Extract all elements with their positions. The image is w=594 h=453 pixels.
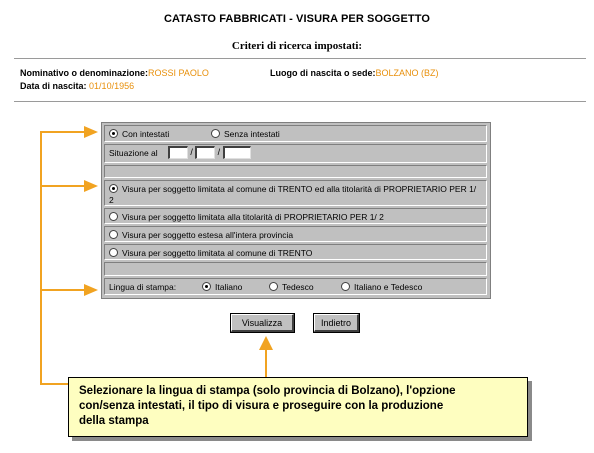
visura-option-1-row[interactable]: Visura per soggetto limitata al comune di TRENTO ed alla titolarità di PROPRIETARIO PER 1/ 2 [104,180,487,206]
date-value: 01/10/1956 [89,81,135,91]
option-con-intestati[interactable]: Con intestati [109,129,169,139]
divider-top [14,58,586,59]
annotation-vertical-line [40,132,42,384]
visura-option-2-row[interactable]: Visura per soggetto limitata alla titolarità di PROPRIETARIO PER 1/ 2 [104,208,487,224]
place-criterion [270,68,439,78]
visualizza-button[interactable]: Visualizza [231,314,294,332]
annotation-line-2 [40,185,86,187]
radio-visura-4[interactable] [109,248,118,257]
radio-visura-1[interactable] [109,184,118,193]
radio-lingua-italiano[interactable] [202,282,211,291]
annotation-line-up [265,348,267,378]
lingua-row [104,278,487,295]
name-criterion [20,68,209,78]
radio-lingua-italiano-tedesco[interactable] [341,282,350,291]
intestati-row [104,125,487,142]
place-label: Luogo di nascita o sede: [270,68,376,78]
radio-visura-2[interactable] [109,212,118,221]
date-criterion [20,81,134,91]
arrow-right-icon [84,126,98,138]
option-lingua-italiano-tedesco[interactable]: Italiano e Tedesco [341,282,422,292]
radio-lingua-tedesco[interactable] [269,282,278,291]
situazione-label: Situazione al [109,148,158,158]
annotation-line-to-note [40,383,69,385]
annotation-line-3 [40,289,86,291]
option-lingua-italiano[interactable]: Italiano [202,282,242,292]
indietro-button[interactable]: Indietro [314,314,359,332]
callout-line-3: della stampa [79,415,149,427]
place-value: BOLZANO (BZ) [375,68,439,78]
criteria-heading: Criteri di ricerca impostati: [231,40,363,52]
radio-con-intestati[interactable] [109,129,118,138]
situazione-month-input[interactable] [195,146,215,159]
arrow-right-icon [84,284,98,296]
callout-line-1: Selezionare la lingua di stampa (solo provincia di Bolzano), l'opzione [79,385,456,397]
name-value: ROSSI PAOLO [148,68,209,78]
option-senza-intestati[interactable]: Senza intestati [211,129,280,139]
radio-visura-3[interactable] [109,230,118,239]
situazione-day-input[interactable] [168,146,188,159]
spacer-row [104,165,487,178]
page-title: CATASTO FABBRICATI - VISURA PER SOGGETTO [164,13,430,25]
situazione-year-input[interactable] [223,146,251,159]
divider-bottom [14,101,586,102]
radio-senza-intestati[interactable] [211,129,220,138]
name-label: Nominativo o denominazione: [20,68,149,78]
date-label: Data di nascita: [20,81,87,91]
lingua-label: Lingua di stampa: [109,282,177,292]
arrow-right-icon [84,180,98,192]
annotation-line-1 [40,131,86,133]
instruction-callout [68,377,528,437]
visura-option-4-row[interactable]: Visura per soggetto limitata al comune di TRENTO [104,244,487,260]
visura-option-3-row[interactable]: Visura per soggetto estesa all'intera provincia [104,226,487,242]
option-lingua-tedesco[interactable]: Tedesco [269,282,314,292]
situazione-row: Situazione al / / [104,144,487,163]
search-options-panel [101,122,491,299]
spacer-row-2 [104,262,487,276]
callout-line-2: con/senza intestati, il tipo di visura e proseguire con la produzione [79,400,444,412]
arrow-up-icon [259,336,273,350]
